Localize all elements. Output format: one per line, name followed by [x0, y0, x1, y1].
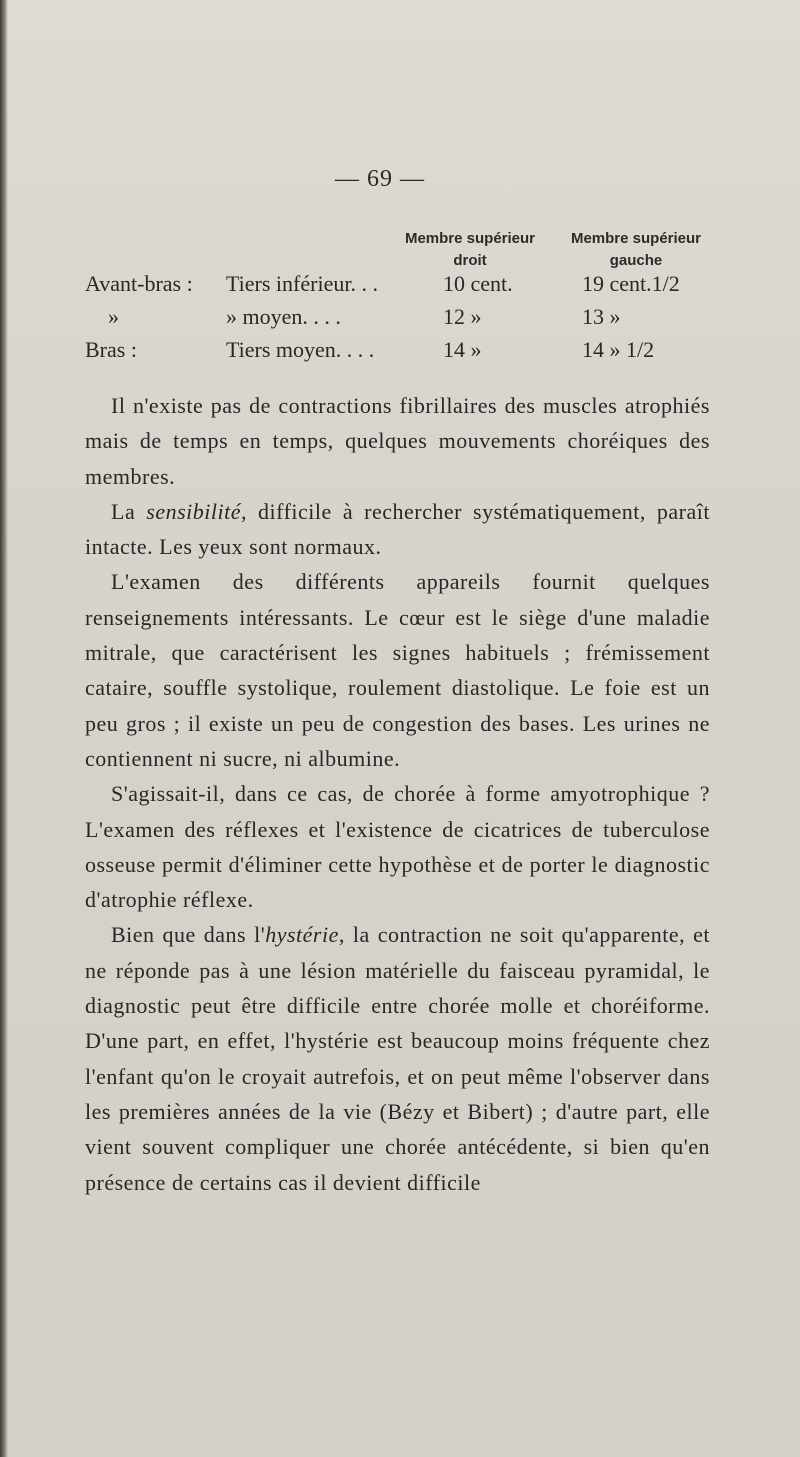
table-row [0, 304, 800, 336]
header-left-line2: gauche [609, 252, 663, 269]
row-body-part: Bras : [85, 337, 137, 362]
emphasis-term: hystérie [265, 922, 339, 948]
paragraph: L'examen des différents appareils fournit quelques renseignements intéressants. Le cœur est le siège d'une maladie mitrale, que caractérisent les signes habituels ; frémissement cataire, souffle systolique, roulement diastolique. Le foie est un peu gros ; il existe un peu de congestion des bases. Les urines ne contiennent ni sucre, ni albumine. [85, 569, 710, 771]
table-row [0, 271, 800, 303]
row-body-part: Avant-bras : [85, 271, 193, 296]
paragraph: La sensibilité, difficile à rechercher systématiquement, paraît intacte. Les yeux sont normaux. [85, 498, 710, 560]
page-binding-edge [0, 0, 8, 1457]
header-right-line2: droit [453, 252, 487, 269]
paragraph: Bien que dans l'hystérie, la contraction ne soit qu'apparente, et ne réponde pas à une lésion matérielle du faisceau pyramidal, le diagnostic peut être difficile entre chorée molle et choréiforme. D'une part, en effet, l'hystérie est beaucoup moins fréquente chez l'enfant qu'on le croyait autrefois, et on peut même l'observer dans les premières années de la vie (Bézy et Bibert) ; d'autre part, elle vient souvent compliquer une chorée antécédente, si bien qu'en présence de certains cas il devient difficile [85, 922, 710, 1195]
table-row [0, 337, 800, 369]
body-text [85, 388, 710, 1200]
paragraph: Il n'existe pas de contractions fibrillaires des muscles atrophiés mais de temps en temps, quelques mouvements choréiques des membres. [85, 393, 710, 489]
emphasis-term: sensibilité [146, 498, 241, 524]
row-right-value: 12 » [443, 304, 482, 329]
row-left-value: 13 » [582, 304, 621, 329]
row-level: Tiers inférieur. . . [226, 271, 378, 296]
table-header-right-limb [384, 228, 556, 272]
row-level: Tiers moyen. . . . [226, 337, 375, 362]
row-right-value: 10 cent. [443, 271, 513, 296]
row-left-value: 14 » 1/2 [582, 337, 655, 362]
paragraph: S'agissait-il, dans ce cas, de chorée à forme amyotrophique ? L'examen des réflexes et l'existence de cicatrices de tuberculose osseuse permit d'éliminer cette hypothèse et de porter le diagnostic d'atrophie réflexe. [85, 781, 710, 913]
header-left-line1: Membre supérieur [570, 230, 702, 247]
row-right-value: 14 » [443, 337, 482, 362]
row-left-value: 19 cent.1/2 [582, 271, 680, 296]
table-header-left-limb [552, 228, 720, 272]
row-level: » moyen. . . . [226, 304, 341, 329]
header-right-line1: Membre supérieur [404, 230, 536, 247]
row-body-part: » [108, 304, 119, 329]
page-number: — 69 — [335, 166, 425, 192]
